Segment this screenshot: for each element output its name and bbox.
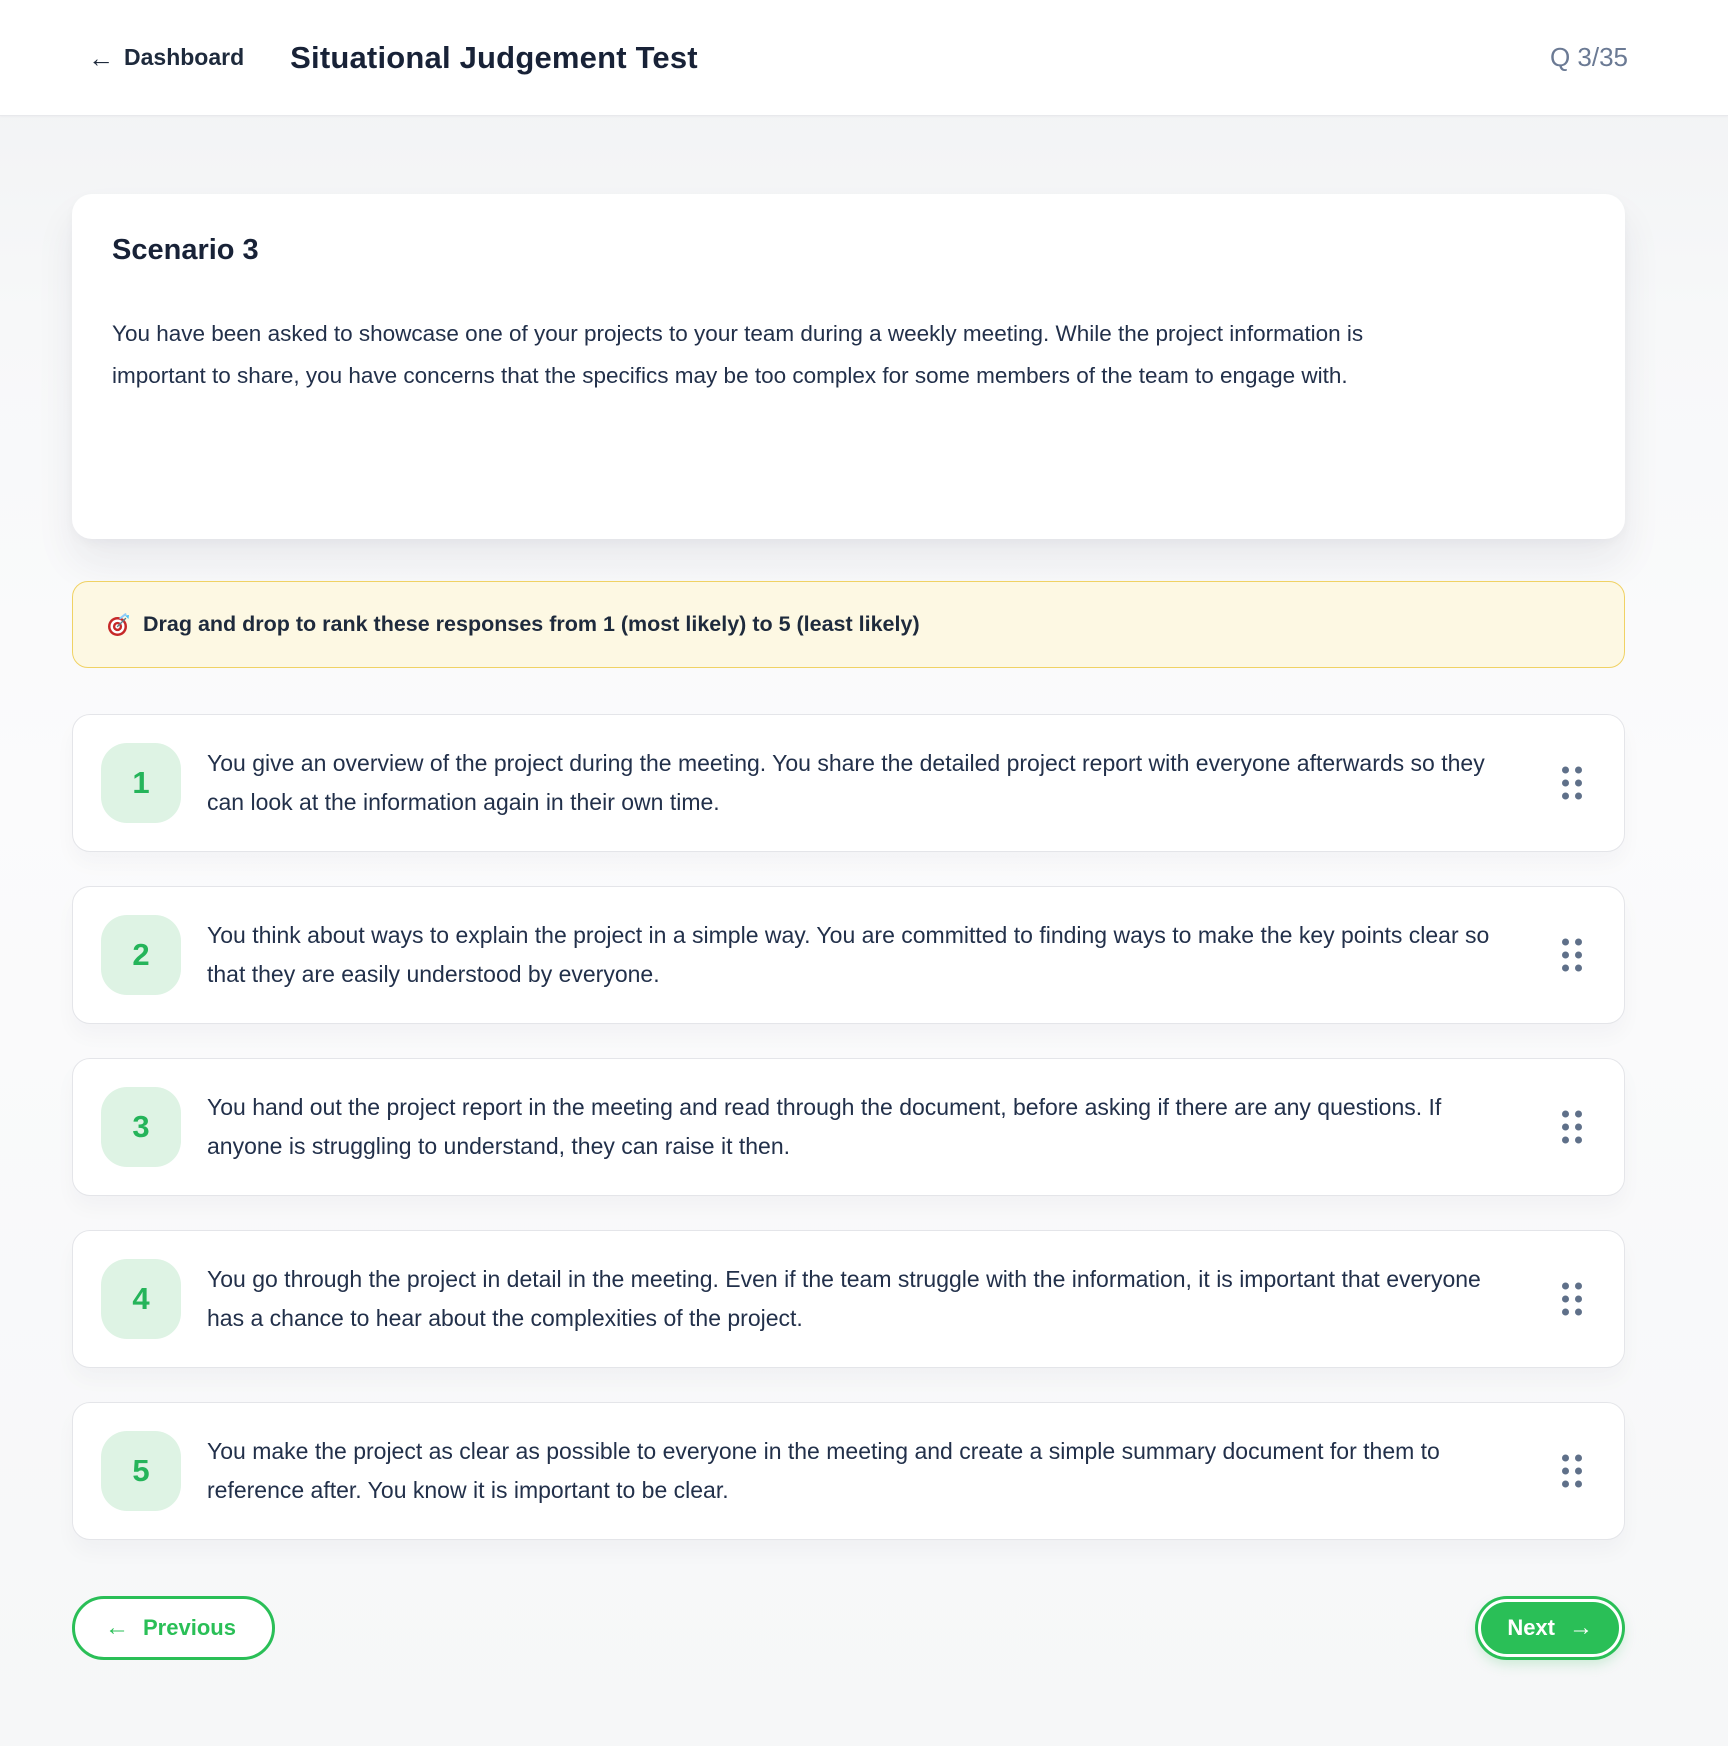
response-card-3[interactable] — [72, 1058, 1625, 1196]
top-header-bar — [0, 0, 1728, 116]
target-dart-icon — [107, 613, 131, 637]
scenario-card — [72, 194, 1625, 539]
response-card-4[interactable] — [72, 1230, 1625, 1368]
response-card-5[interactable] — [72, 1402, 1625, 1540]
previous-button-label: Previous — [143, 1615, 236, 1640]
next-button-label: Next — [1507, 1615, 1555, 1640]
rank-badge: 1 — [101, 743, 181, 823]
response-text: You hand out the project report in the meeting and read through the document, before asking if there are any questions. If anyone is struggling to understand, they can raise it then. — [207, 1094, 1442, 1159]
next-button[interactable] — [1478, 1599, 1622, 1657]
response-list — [72, 714, 1625, 1540]
footer-navigation — [72, 1596, 1625, 1740]
drag-handle-icon[interactable] — [1562, 767, 1582, 800]
rank-badge: 4 — [101, 1259, 181, 1339]
rank-badge: 2 — [101, 915, 181, 995]
response-card-1[interactable] — [72, 714, 1625, 852]
response-text: You think about ways to explain the project in a simple way. You are committed to finding ways to make the key points clear so that they are easily understood by everyone. — [207, 922, 1490, 987]
response-card-2[interactable] — [72, 886, 1625, 1024]
previous-button[interactable] — [72, 1596, 275, 1660]
drag-handle-icon[interactable] — [1562, 939, 1582, 972]
instruction-text: Drag and drop to rank these responses from 1 (most likely) to 5 (least likely) — [143, 612, 920, 636]
drag-handle-icon[interactable] — [1562, 1283, 1582, 1316]
rank-badge: 5 — [101, 1431, 181, 1511]
response-text: You go through the project in detail in the meeting. Even if the team struggle with the information, it is important that everyone has a chance to hear about the complexities of the project. — [207, 1266, 1481, 1331]
drag-handle-icon[interactable] — [1562, 1455, 1582, 1488]
arrow-right-icon: → — [1569, 1614, 1593, 1641]
page-title: Situational Judgement Test — [290, 39, 698, 75]
rank-badge: 3 — [101, 1087, 181, 1167]
instruction-banner — [72, 581, 1625, 668]
back-to-dashboard-link[interactable] — [88, 44, 244, 71]
drag-handle-icon[interactable] — [1562, 1111, 1582, 1144]
arrow-left-icon: ← — [88, 42, 114, 73]
back-link-label: Dashboard — [124, 44, 245, 70]
scenario-title: Scenario 3 — [112, 234, 259, 266]
response-text: You give an overview of the project during the meeting. You share the detailed project report with everyone afterwards so they can look at the information again in their own time. — [207, 750, 1485, 815]
arrow-left-icon: ← — [105, 1614, 129, 1641]
question-progress: Q 3/35 — [1549, 42, 1628, 72]
response-text: You make the project as clear as possible to everyone in the meeting and create a simple summary document for them to reference after. You know it is important to be clear. — [207, 1438, 1440, 1503]
scenario-description: You have been asked to showcase one of your projects to your team during a weekly meeting. While the project information is important to share, you have concerns that the specifics may be too complex for some members of the team to engage with. — [112, 321, 1364, 388]
main-content — [72, 116, 1625, 1740]
